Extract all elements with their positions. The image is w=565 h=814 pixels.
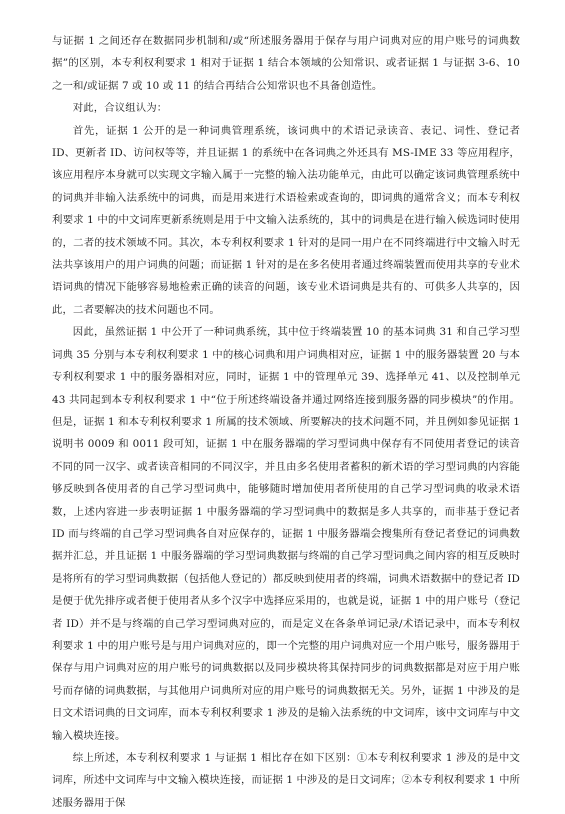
paragraph-4: 因此，虽然证据 1 中公开了一种词典系统，其中位于终端装置 10 的基本词典 31 和自己学习型词典 35 分别与本专利权利要求 1 中的核心词典和用户词典相对应，证据 1 中的服务器装置 20 与本专利权利要求 1 中的服务器相对应，同时，证据 1 中的管理单元 39、选择单元 41、以及控制单元 43 共同起到本专利权利要求 1 中“位于所述终端设备并通过网络连接到服务器的同步模块”的作用。但是，证据 1 和本专利权利要求 1 所属的技术领域、所要解决的技术问题不同，并且例如参见证据 1 说明书 0009 和 0011 段可知，证据 1 中在服务器端的学习型词典中保存有不同使用者登记的读音不同的同一汉字、或者读音相同的不同汉字，并且由多名使用者蓄积的新术语的学习型词典的内容能够反映到各使用者的自己学习型词典中，能够随时增加使用者所使用的自己学习型词典的收录术语数，上述内容进一步表明证据 1 中服务器端的学习型词典中的数据是多人共享的，而非基于登记者 ID 而与终端的自己学习型词典各自对应保存的，证据 1 中服务器端会搜集所有登记者登记的词典数据并汇总，并且证据 1 中服务器端的学习型词典数据与终端的自己学习型词典之间内容的相互反映时是将所有的学习型词典数据（包括他人登记的）都反映到使用者的终端，词典术语数据中的登记者 ID 是便于优先排序或者便于使用者从多个汉字中选择应采用的，也就是说，证据 1 中的用户账号（登记者 ID）并不是与终端的自己学习型词典对应的，而是定义在各条单词记录/术语记录中，而本专利权利要求 1 中的用户账号是与用户词典对应的，即一个完整的用户词典对应一个用户账号，服务器用于保存与用户词典对应的用户账号的词典数据以及同步模块将其保持同步的词典数据都是对应于用户账号而存储的词典数据，与其他用户词典所对应的用户账号的词典数据无关。另外，证据 1 中涉及的是日文术语词典的日文词库，而本专利权利要求 1 涉及的是输入法系统的中文词库，该中文词库与中文输入模块连接。: [52, 326, 520, 742]
paragraph-1: 与证据 1 之间还存在数据同步机制和/或“所述服务器用于保存与用户词典对应的用户账号的词典数据”的区别，本专利权利要求 1 相对于证据 1 结合本领域的公知常识、或者证据 1 与证据 3-6、10 之一和/或证据 7 或 10 或 11 的结合再结合公知常识也不具备创造性。: [52, 35, 520, 92]
paragraph-5: 综上所述，本专利权利要求 1 与证据 1 相比存在如下区别：①本专利权利要求 1 涉及的是中文词库，所述中文词库与中文输入模块连接，而证据 1 中涉及的是日文词库；②本专利权利要求 1 中所述服务器用于保: [52, 752, 520, 809]
paragraph-3: 首先，证据 1 公开的是一种词典管理系统，该词典中的术语记录读音、表记、词性、登记者 ID、更新者 ID、访问权等等，并且证据 1 的系统中在各词典之外还具有 MS-IME 33 等应用程序，该应用程序本身就可以实现文字输入属于一完整的输入法功能单元，由此可以确定该词典管理系统中的词典并非输入法系统中的词典，而是用来进行术语检索或查询的，即词典的通常含义；而本专利权利要求 1 中的中文词库更新系统则是用于中文输入法系统的，其中的词典是在进行输入候选词时使用的，二者的技术领域不同。其次，本专利权利要求 1 针对的是同一用户在不同终端进行中文输入时无法共享该用户的用户词典的问题；而证据 1 针对的是在多名使用者通过终端装置而使用共享的专业术语词典的情况下能够容易地检索正确的读音的问题，该专业术语词典是共有的、可供多人共享的，因此，二者要解决的技术问题也不同。: [52, 124, 520, 316]
paragraph-2: 对此，合议组认为：: [72, 102, 168, 115]
